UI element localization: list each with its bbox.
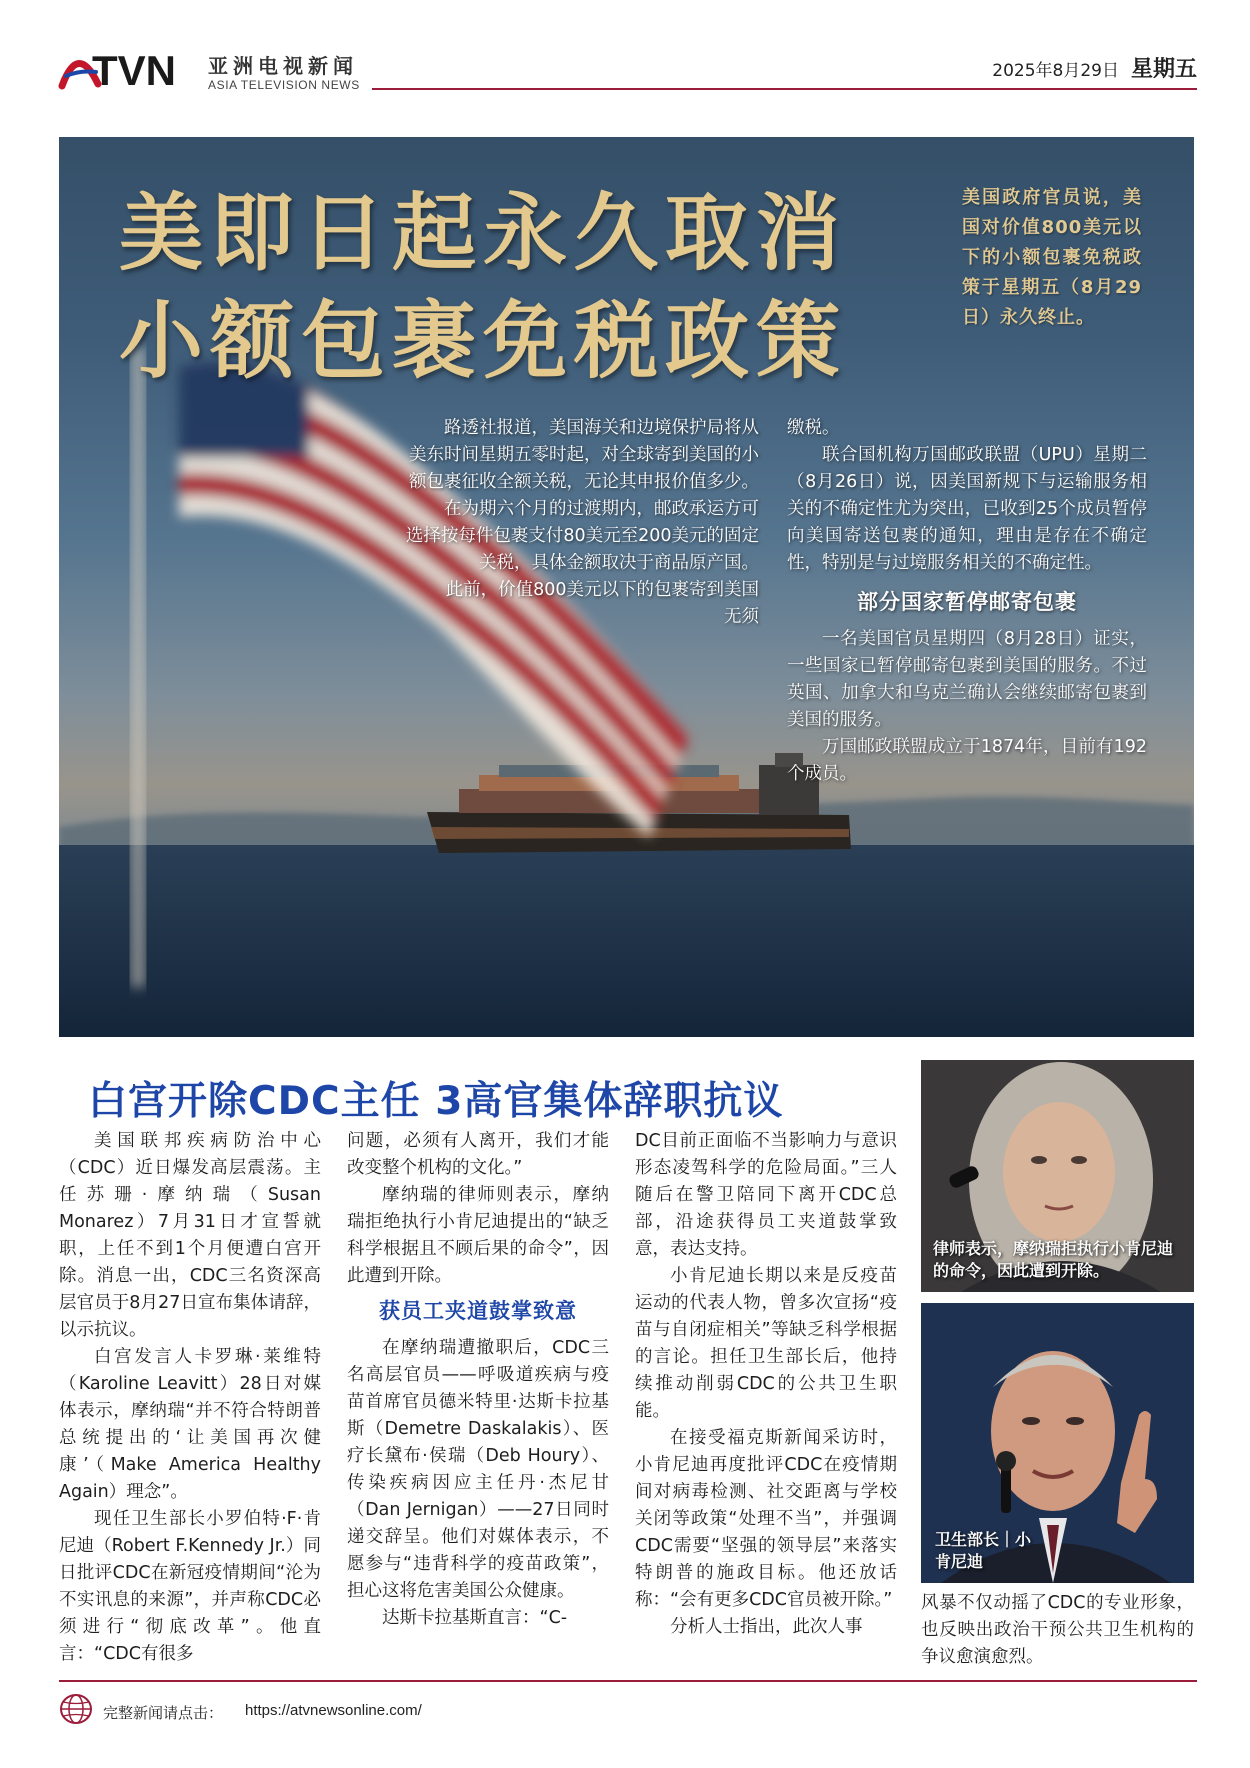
hero-paragraph: 此前，价值800美元以下的包裹寄到美国无须 (445, 580, 759, 627)
cdc-column-1 (59, 1128, 321, 1668)
brand-name-cn: 亚洲电视新闻 (208, 54, 358, 78)
dateline (992, 52, 1197, 83)
hero-paragraph: 联合国机构万国邮政联盟（UPU）星期二（8月26日）说，因美国新规下与运输服务相关的不确定性尤为突出，已收到25个成员暂停向美国寄送包裹的通知，理由是存在不确定性，特别是与过境服务相关的不确定性。 (787, 445, 1147, 573)
article-paragraph: 在接受福克斯新闻采访时，小肯尼迪再度批评CDC在疫情期间对病毒检测、社交距离与学校关闭等政策“处理不当”，并强调CDC需要“坚强的领导层”来落实特朗普的施政目标。他还放话称：“会有更多CDC官员被开除。” (635, 1428, 897, 1610)
article-paragraph: 现任卫生部长小罗伯特·F·肯尼迪（Robert F.Kennedy Jr.）同日批评CDC在新冠疫情期间“沦为不实讯息的来源”，并声称CDC必须进行“彻底改革”。他直言：“CDC有很多 (59, 1509, 321, 1664)
hero-paragraph: 万国邮政联盟成立于1874年，目前有192个成员。 (787, 737, 1147, 784)
photo-caption: 卫生部长｜小肯尼迪 (935, 1530, 1032, 1571)
footer-label: 完整新闻请点击： (103, 1704, 224, 1722)
article-paragraph: DC目前正面临不当影响力与意识形态凌驾科学的危险局面。”三人随后在警卫陪同下离开CDC总部，沿途获得员工夹道鼓掌致意，表达支持。 (635, 1131, 897, 1259)
hero-column-left (399, 415, 759, 631)
hero-paragraph: 一名美国官员星期四（8月28日）证实，一些国家已暂停邮寄包裹到美国的服务。不过英国、加拿大和乌克兰确认会继续邮寄包裹到美国的服务。 (787, 629, 1147, 730)
hero-paragraph: 在为期六个月的过渡期内，邮政承运方可选择按每件包裹支付80美元至200美元的固定关税，具体金额取决于商品原产国。 (405, 499, 759, 573)
cdc-column-2 (347, 1128, 609, 1632)
hero-headline (119, 179, 847, 395)
article-paragraph-tail: 风暴不仅动摇了CDC的专业形象，也反映出政治干预公共卫生机构的争议愈演愈烈。 (921, 1593, 1194, 1667)
hero-headline-line2: 小额包裹免税政策 (119, 292, 848, 390)
article-paragraph: 摩纳瑞的律师则表示，摩纳瑞拒绝执行小肯尼迪提出的“缺乏科学根据且不顾后果的命令”，因此遭到开除。 (347, 1185, 609, 1286)
hero-feature (59, 137, 1194, 1037)
article-paragraph: 达斯卡拉基斯直言：“C- (382, 1608, 568, 1628)
issue-date: 2025年8月29日 (992, 61, 1119, 81)
photo-monarez (921, 1060, 1194, 1292)
article-paragraph: 在摩纳瑞遭撤职后，CDC三名高层官员——呼吸道疾病与疫苗首席官员德米特里·达斯卡拉基斯（Demetre Daskalakis）、医疗长黛布·侯瑞（Deb Houry）、传染疾病因应主任丹·杰尼甘（Dan Jernigan）——27日同时递交辞呈。他们对媒体表示，不愿参与“违背科学的疫苗政策”，担心这将危害美国公众健康。 (347, 1338, 609, 1601)
cdc-column-3 (635, 1128, 897, 1641)
brand-name-en: ASIA TELEVISION NEWS (208, 78, 360, 92)
hero-subheading: 部分国家暂停邮寄包裹 (857, 590, 1077, 614)
cdc-headline: 白宫开除CDC主任 3高官集体辞职抗议 (88, 1079, 784, 1124)
article-paragraph: 分析人士指出，此次人事 (670, 1617, 863, 1637)
masthead (58, 46, 378, 96)
article-paragraph: 美国联邦疾病防治中心（CDC）近日爆发高层震荡。主任苏珊·摩纳瑞（Susan Monarez）7月31日才宣誓就职，上任不到1个月便遭白宫开除。消息一出，CDC三名资深高层官员于8月27日宣布集体请辞，以示抗议。 (59, 1131, 321, 1340)
article-paragraph: 小肯尼迪长期以来是反疫苗运动的代表人物，曾多次宣扬“疫苗与自闭症相关”等缺乏科学根据的言论。担任卫生部长后，他持续推动削弱CDC的公共卫生职能。 (635, 1266, 897, 1421)
logo-brand-text: TVN (92, 47, 176, 92)
hero-headline-line1: 美即日起永久取消 (119, 184, 848, 282)
globe-logo-icon (59, 1693, 93, 1725)
article-subheading: 获员工夹道鼓掌致意 (379, 1299, 577, 1323)
hero-column-right (787, 415, 1147, 788)
hero-paragraph: 路透社报道，美国海关和边境保护局将从美东时间星期五零时起，对全球寄到美国的小额包裹征收全额关税，无论其申报价值多少。 (409, 418, 759, 492)
atvn-logo (58, 46, 193, 92)
header-divider (372, 88, 1197, 90)
footer-link[interactable]: https://atvnewsonline.com/ (245, 1702, 422, 1719)
photo-kennedy (921, 1303, 1194, 1583)
article-paragraph: 问题，必须有人离开，我们才能改变整个机构的文化。” (347, 1131, 609, 1178)
photo-caption: 律师表示，摩纳瑞拒执行小肯尼迪的命令，因此遭到开除。 (933, 1239, 1174, 1280)
hero-paragraph: 缴税。 (787, 418, 840, 438)
hero-lede: 美国政府官员说，美国对价值800美元以下的小额包裹免税政策于星期五（8月29日）永久终止。 (962, 187, 1142, 328)
issue-weekday: 星期五 (1130, 57, 1197, 82)
footer-divider (59, 1680, 1197, 1682)
article-paragraph: 白宫发言人卡罗琳·莱维特（Karoline Leavitt）28日对媒体表示，摩纳瑞“并不符合特朗普总统提出的‘让美国再次健康’（Make America Healthy Again）理念”。 (59, 1347, 321, 1502)
